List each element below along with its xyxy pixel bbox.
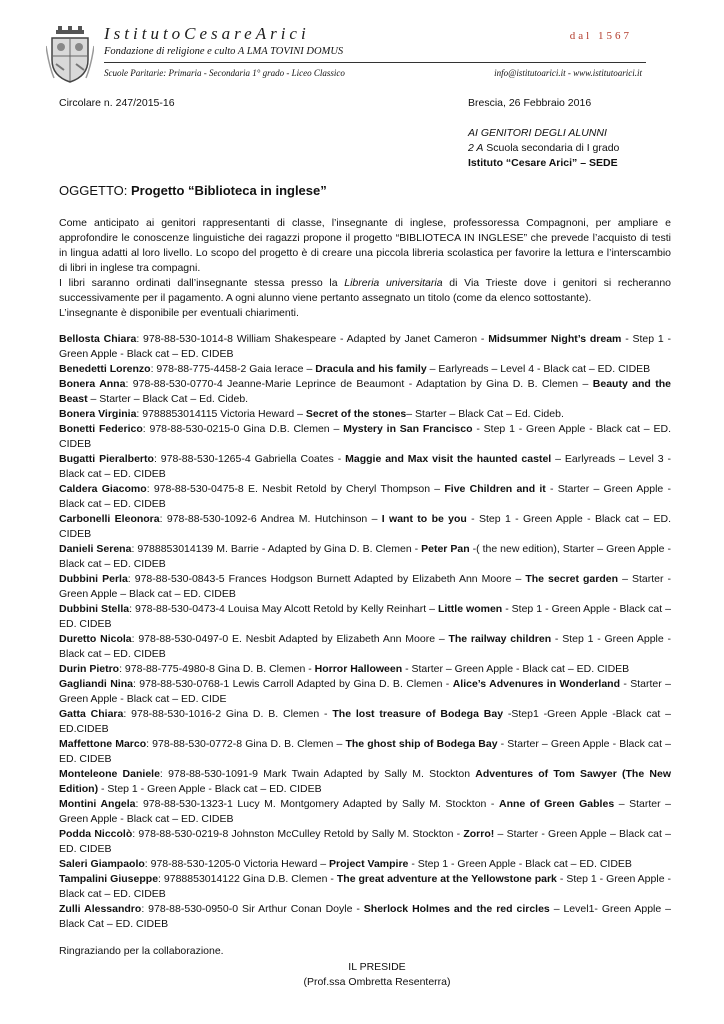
book-title: Dracula and his family (315, 363, 427, 375)
student-book-entry (59, 827, 671, 857)
book-title: Sherlock Holmes and the red circles (363, 903, 550, 915)
book-title: I want to be you (381, 513, 467, 525)
book-title: Secret of the stones (305, 408, 407, 420)
book-title: Horror Halloween (314, 663, 403, 675)
student-book-entry (59, 902, 671, 932)
circular-number: Circolare n. 247/2015-16 (59, 97, 175, 109)
book-series: – Starter - Green Apple – Black cat – ED. CIDEB (59, 573, 671, 600)
book-series: – Starter - Green Apple – Black cat – ED. CIDEB (59, 828, 672, 855)
student-name: Montini Angela (59, 798, 136, 810)
header-divider (104, 62, 646, 63)
book-series: – Starter – Green Apple - Black cat – ED. CIDEB (59, 798, 672, 825)
contacts-line: info@istitutoarici.it - www.istitutoarici.it (494, 68, 642, 78)
book-series: - Starter – Green Apple - Black cat – ED. CIDEB (402, 663, 630, 675)
student-name: Gagliandi Nina (59, 678, 133, 690)
book-details: : 9788853014139 M. Barrie - Adapted by Gina D. B. Clemen - (131, 543, 422, 555)
student-name: Bellosta Chiara (59, 333, 137, 345)
book-series: -Step1 -Green Apple -Black cat – ED.CIDEB (59, 708, 672, 735)
book-title: The lost treasure of Bodega Bay (332, 708, 504, 720)
book-details: : 978-88-530-0215-0 Gina D.B. Clemen – (142, 423, 344, 435)
schools-line: Scuole Paritarie: Primaria - Secondaria 1° grado - Liceo Classico (104, 68, 345, 78)
book-details: : 978-88-530-0497-0 E. Nesbit Adapted by Elizabeth Ann Moore – (131, 633, 449, 645)
student-book-entry (59, 797, 671, 827)
subject-label: OGGETTO: (59, 183, 131, 198)
student-book-entry (59, 677, 671, 707)
student-name: Dubbini Perla (59, 573, 128, 585)
book-details: : 978-88-530-0219-8 Johnston McCulley Retold by Sally M. Stockton - (132, 828, 464, 840)
book-title: Beauty and the Beast (59, 378, 671, 405)
recipient-line-1: AI GENITORI DEGLI ALUNNI (468, 127, 607, 139)
book-series: - Step 1 - Green Apple - Black cat – ED. CIDEB (59, 603, 671, 630)
student-name: Carbonelli Eleonora (59, 513, 160, 525)
student-book-entry (59, 737, 671, 767)
student-book-entry (59, 602, 671, 632)
book-details: : 978-88-530-1014-8 William Shakespeare - Adapted by Janet Cameron - (136, 333, 489, 345)
book-details: : 978-88-530-0768-1 Lewis Carroll Adapted by Gina D. B. Clemen - (132, 678, 453, 690)
book-title: Anne of Green Gables (498, 798, 615, 810)
student-book-entry (59, 542, 671, 572)
book-title: Mystery in San Francisco (343, 423, 473, 435)
availability-line: L’insegnante è disponibile per eventuali chiarimenti. (59, 307, 299, 319)
book-details: : 978-88-530-1092-6 Andrea M. Hutchinson – (159, 513, 382, 525)
student-book-entry (59, 872, 671, 902)
book-series: - Step 1 - Green Apple - Black cat – ED. CIDEB (59, 633, 672, 660)
signer-title: IL PRESIDE (348, 961, 406, 973)
book-details: : 9788853014122 Gina D.B. Clemen - (158, 873, 337, 885)
book-title: The ghost ship of Bodega Bay (345, 738, 498, 750)
student-book-entry (59, 662, 671, 677)
book-series: - Step 1 - Green Apple - Black cat – ED. CIDEB (59, 423, 671, 450)
student-name: Maffettone Marco (59, 738, 147, 750)
book-title: The secret garden (525, 573, 619, 585)
subject-line (59, 183, 327, 198)
school-crest-icon (46, 26, 94, 84)
recipients-block (468, 126, 619, 171)
student-book-entry (59, 632, 671, 662)
book-series: - Starter – Green Apple - Black cat – ED. CIDE (59, 678, 671, 705)
student-name: Bonera Virginia (59, 408, 137, 420)
intro-paragraph: Come anticipato ai genitori rappresentanti di classe, l’insegnante di inglese, professoressa Compagnoni, per ampliare e approfondire le conoscenze linguistiche dei ragazzi propone il progetto “BIBLIOTECA IN INGLESE” che prevede l’acquisto di testi in lingua adatti al loro livello. Lo scopo del progetto è di creare una piccola libreria scolastica per favorire la lettura e l’interscambio di libri in inglese tra compagni. (59, 217, 671, 274)
book-series: - Step 1 - Green Apple - Black cat – ED. CIDEB (408, 858, 632, 870)
book-details: : 978-88-530-1016-2 Gina D. B. Clemen - (123, 708, 333, 720)
student-name: Podda Niccolò (59, 828, 133, 840)
founding-year: dal 1567 (569, 30, 632, 42)
book-details: : 978-88-530-0475-8 E. Nesbit Retold by Cheryl Thompson – (146, 483, 445, 495)
book-details: : 978-88-530-1265-4 Gabriella Coates - (153, 453, 346, 465)
student-name: Duretto Nicola (59, 633, 132, 645)
recipient-line-2: Scuola secondaria di I grado (483, 142, 620, 154)
student-name: Danieli Serena (59, 543, 132, 555)
student-book-entry (59, 452, 671, 482)
book-details: : 978-88-530-1205-0 Victoria Heward – (144, 858, 330, 870)
book-series: – Starter – Black Cat – Ed. Cideb. (87, 393, 249, 405)
student-name: Gatta Chiara (59, 708, 124, 720)
book-title: Zorro! (463, 828, 495, 840)
student-book-entry (59, 512, 671, 542)
student-book-entry (59, 422, 671, 452)
student-name: Bonetti Federico (59, 423, 143, 435)
recipient-line-3: Istituto “Cesare Arici” – SEDE (468, 157, 618, 169)
city-date: Brescia, 26 Febbraio 2016 (468, 97, 592, 109)
book-title: Maggie and Max visit the haunted castel (345, 453, 552, 465)
student-book-entry (59, 857, 671, 872)
student-book-entry (59, 767, 671, 797)
foundation-line: Fondazione di religione e culto A LMA TOVINI DOMUS (104, 46, 344, 57)
student-book-entry (59, 332, 671, 362)
book-details: : 978-88-530-0772-8 Gina D. B. Clemen – (146, 738, 346, 750)
book-details: : 9788853014115 Victoria Heward – (136, 408, 306, 420)
student-name: Durin Pietro (59, 663, 120, 675)
student-name: Saleri Giampaolo (59, 858, 145, 870)
letter-body (59, 216, 671, 932)
book-series: - Starter – Green Apple - Black cat – ED. CIDEB (59, 738, 671, 765)
student-name: Caldera Giacomo (59, 483, 147, 495)
closing-line: Ringraziando per la collaborazione. (59, 945, 224, 957)
school-name: IstitutoCesareArici (104, 24, 310, 43)
student-name: Monteleone Daniele (59, 768, 160, 780)
student-name: Benedetti Lorenzo (59, 363, 151, 375)
subject-title: Progetto “Biblioteca in inglese” (131, 183, 327, 198)
book-title: The great adventure at the Yellowstone park (336, 873, 557, 885)
book-details: : 978-88-530-0770-4 Jeanne-Marie Leprince de Beaumont - Adaptation by Gina D. B. Clemen – (125, 378, 593, 390)
book-series: - Step 1 - Green Apple - Black cat – ED. CIDEB (59, 513, 671, 540)
student-book-entry (59, 572, 671, 602)
student-name: Bugatti Pieralberto (59, 453, 154, 465)
bookstore-name: Libreria universitaria (344, 277, 443, 289)
book-series: - Starter – Green Apple - Black cat – ED. CIDEB (59, 483, 671, 510)
book-series: – Earlyreads – Level 3 - Black cat – ED. CIDEB (59, 453, 671, 480)
student-name: Dubbini Stella (59, 603, 130, 615)
book-series: - Step 1 - Green Apple - Black cat – ED. CIDEB (59, 333, 671, 360)
book-details: : 978-88-775-4458-2 Gaia Ierace – (150, 363, 316, 375)
book-title: Five Children and it (444, 483, 546, 495)
book-series: - Step 1 - Green Apple - Black cat – ED. CIDEB (59, 873, 671, 900)
student-book-entry (59, 407, 671, 422)
book-title: Alice’s Advenures in Wonderland (452, 678, 620, 690)
book-series: – Level1- Green Apple – Black Cat – ED. CIDEB (59, 903, 671, 930)
book-details: : 978-88-530-0473-4 Louisa May Alcott Retold by Kelly Reinhart – (129, 603, 438, 615)
signer-name: (Prof.ssa Ombretta Resenterra) (303, 976, 451, 988)
student-book-list (59, 332, 671, 932)
student-book-entry (59, 482, 671, 512)
book-title: Little women (437, 603, 503, 615)
book-series: – Starter – Black Cat – Ed. Cideb. (406, 408, 564, 420)
book-details: : 978-88-530-0843-5 Frances Hodgson Burnett Adapted by Elizabeth Ann Moore – (127, 573, 526, 585)
book-details: : 978-88-530-1323-1 Lucy M. Montgomery Adapted by Sally M. Stockton - (135, 798, 499, 810)
student-name: Zulli Alessandro (59, 903, 142, 915)
book-title: Peter Pan (421, 543, 470, 555)
book-details: : 978-88-775-4980-8 Gina D. B. Clemen - (119, 663, 315, 675)
book-details: : 978-88-530-1091-9 Mark Twain Adapted by Sally M. Stockton (159, 768, 476, 780)
book-title: The railway children (448, 633, 552, 645)
book-details: : 978-88-530-0950-0 Sir Arthur Conan Doyle - (141, 903, 364, 915)
book-series: -( the new edition), Starter – Green Apple - Black cat – ED. CIDEB (59, 543, 671, 570)
recipient-class: 2 A (468, 142, 484, 154)
student-name: Bonera Anna (59, 378, 126, 390)
book-title: Project Vampire (329, 858, 409, 870)
student-book-entry (59, 377, 671, 407)
book-title: Adventures of Tom Sawyer (The New Edition) (59, 768, 671, 795)
order-paragraph: I libri saranno ordinati dall’insegnante stessa presso la Libreria universitaria di Via Trieste dove i genitori si recheranno successivamente per il pagamento. A ogni alunno viene pertanto assegnato un titolo (come da elenco sottostante). (59, 277, 672, 304)
book-series: – Earlyreads – Level 4 - Black cat – ED. CIDEB (426, 363, 651, 375)
book-series: - Step 1 - Green Apple - Black cat – ED. CIDEB (98, 783, 322, 795)
student-book-entry (59, 362, 671, 377)
book-title: Midsummer Night’s dream (488, 333, 622, 345)
student-name: Tampalini Giuseppe (59, 873, 159, 885)
student-book-entry (59, 707, 671, 737)
